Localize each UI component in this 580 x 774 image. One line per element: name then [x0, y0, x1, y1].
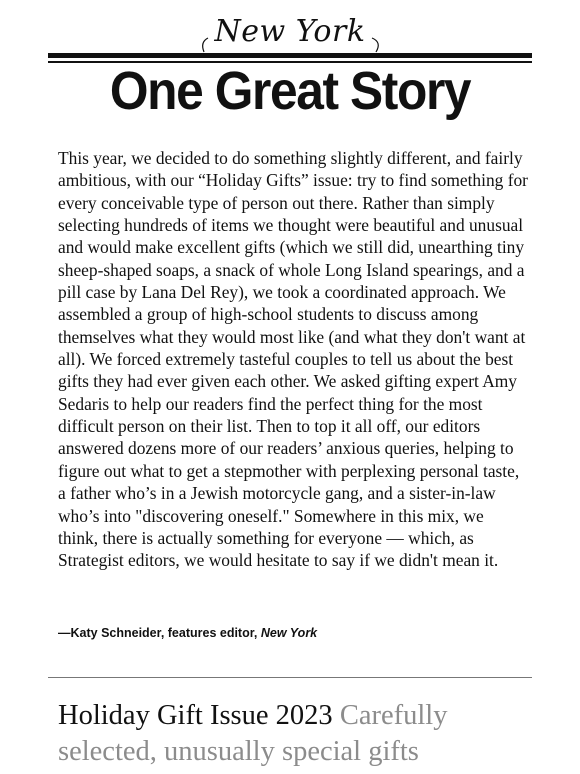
masthead [0, 0, 580, 130]
intro-paragraph: This year, we decided to do something slightly different, and fairly ambitious, with our “Holiday Gifts” issue: try to find something for every conceivable type of person out there. Rather than simply selecting hundreds of items we thought were beautiful and unusual and would make excellent gifts (which we still did, unearthing tiny sheep-shaped soaps, a snack of whole Long Island spearings, and a pill case by Lana Del Rey), we took a coordinated approach. We assembled a group of high-school students to discuss among themselves what they would most like (and what they don't want at all). We forced extremely tasteful couples to tell us about the best gifts they had ever given each other. We asked gifting expert Amy Sedaris to help our readers find the perfect thing for the most difficult person on their list. Then to top it all off, our editors answered dozens more of our readers’ anxious queries, helping to figure out what to get a stepmother with perplexing personal taste, a father who’s in a Jewish motorcycle gang, and a sister-in-law who’s into "discovering oneself." Somewhere in this mix, we think, there is actually something for everyone — which, as Strategist editors, we would hesitate to say if we didn't mean it. [58, 148, 528, 571]
masthead-rule-thick [48, 53, 532, 58]
byline [58, 626, 528, 640]
new-york-logo[interactable]: New York [214, 14, 366, 49]
byline-publication: New York [260, 626, 318, 640]
section-divider [48, 677, 532, 678]
gift-issue-title: Holiday Gift Issue 2023 [58, 700, 333, 731]
gift-issue-subtitle: Carefully selected, unusually special gifts [58, 700, 448, 767]
byline-author: —Katy Schneider, features editor, [58, 626, 261, 640]
gift-issue-link[interactable] [58, 698, 538, 770]
headline: One Great Story [109, 61, 471, 121]
